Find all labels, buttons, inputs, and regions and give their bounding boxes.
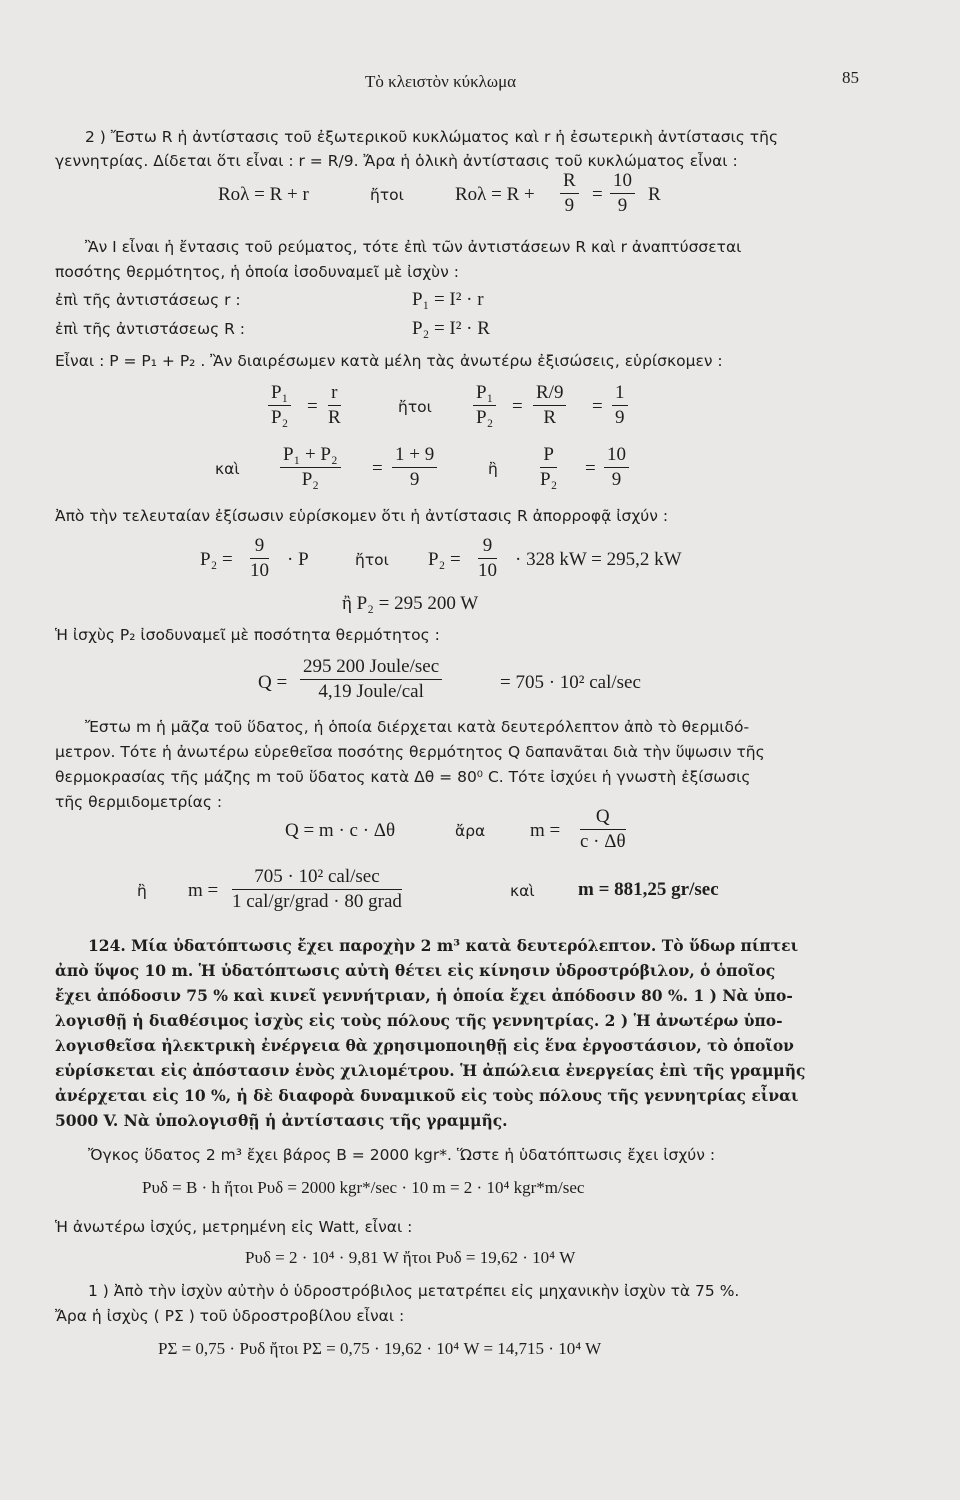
fraction: [268, 382, 291, 429]
equation-p2: P₂ = I² · R: [412, 318, 490, 339]
fraction-denominator: 9: [617, 195, 628, 216]
fraction-denominator: P₂: [540, 469, 558, 490]
paragraph-line: Ἂν I εἶναι ἡ ἔντασις τοῦ ρεύματος, τότε ἐπὶ τῶν ἀντιστάσεων R καὶ r ἀναπτύσσεται: [85, 238, 742, 256]
paragraph-line: 1 ) Ἀπὸ τὴν ἰσχὺν αὐτὴν ὁ ὑδροστρόβιλος μετατρέπει εἰς μηχανικὴν ἰσχὺν τὰ 75 %.: [88, 1282, 740, 1300]
running-title: Τὸ κλειστὸν κύκλωμα: [365, 72, 517, 91]
fraction-numerator: 10: [604, 444, 629, 468]
problem-124-line: ἔχει ἀπόδοσιν 75 % καὶ κινεῖ γεννήτριαν, ἡ ὁποία ἔχει ἀπόδοσιν 80 %. 1 ) Νὰ ὑπο-: [55, 986, 793, 1005]
paragraph-line: γεννητρίας. Δίδεται ὅτι εἶναι : r = R/9. Ἄρα ἡ ὁλικὴ ἀντίστασις τοῦ κυκλώματος εἶναι :: [55, 152, 738, 170]
equation-connector: ἄρα: [455, 822, 486, 840]
equation-connector: ἢ: [137, 882, 147, 900]
equation-water-power-watt: Pυδ = 2 · 10⁴ · 9,81 W ἤτοι Pυδ = 19,62 · 10⁴ W: [245, 1248, 576, 1267]
fraction: [478, 535, 497, 582]
fraction-numerator: Q: [580, 806, 626, 830]
problem-124-line: λογισθεῖσα ἠλεκτρικὴ ἐνέργεια θὰ χρησιμοποιηθῇ εἰς ἕνα ἐργοστάσιον, τὸ ὁποῖον: [55, 1036, 794, 1055]
fraction: [604, 444, 629, 491]
fraction-denominator: 10: [478, 560, 497, 581]
fraction-numerator: P₁ + P₂: [280, 444, 341, 468]
fraction-numerator: P₁: [473, 382, 496, 406]
problem-124-line: 124. Μία ὑδατόπτωσις ἔχει παροχὴν 2 m³ κατὰ δευτερόλεπτον. Τὸ ὕδωρ πίπτει: [88, 936, 799, 955]
paragraph-line: Ἡ ἀνωτέρω ἰσχύς, μετρημένη εἰς Watt, εἶναι :: [55, 1218, 413, 1236]
fraction-denominator: P₂: [271, 407, 289, 428]
paragraph-line: Ὄγκος ὕδατος 2 m³ ἔχει βάρος B = 2000 kgr*. Ὥστε ἡ ὑδατόπτωσις ἔχει ἰσχύν :: [88, 1146, 716, 1164]
fraction: [300, 656, 442, 703]
equation-turbine-power: PΣ = 0,75 · Pυδ ἤτοι PΣ = 0,75 · 19,62 · 10⁴ W = 14,715 · 10⁴ W: [158, 1339, 602, 1358]
equation-connector: ἤτοι: [398, 398, 432, 416]
fraction-numerator: P: [540, 444, 557, 468]
fraction-numerator: P₁: [268, 382, 291, 406]
paragraph-line: θερμοκρασίας τῆς μάζης m τοῦ ὕδατος κατὰ Δθ = 80⁰ C. Τότε ἰσχύει ἡ γνωστὴ ἐξίσωσις: [55, 768, 751, 786]
fraction-denominator: 1 cal/gr/grad · 80 grad: [232, 891, 402, 912]
fraction-denominator: 9: [564, 195, 575, 216]
fraction-numerator: 1: [612, 382, 628, 406]
problem-124-line: λογισθῇ ἡ διαθέσιμος ἰσχὺς εἰς τοὺς πόλους τῆς γεννητρίας. 2 ) Ἡ ἀνωτέρω ὑπο-: [55, 1011, 783, 1030]
fraction: [473, 382, 496, 429]
fraction-numerator: R/9: [533, 382, 566, 406]
equals-sign: =: [512, 396, 523, 417]
fraction-denominator: c · Δθ: [580, 831, 626, 852]
problem-124-line: εὑρίσκεται εἰς ἀπόστασιν ἑνὸς χιλιομέτρου. Ἡ ἀπώλεια ἐνεργείας ἐπὶ τῆς γραμμῆς: [55, 1061, 806, 1080]
fraction-denominator: 9: [615, 407, 625, 428]
equation-connector: ἤτοι: [355, 551, 389, 569]
fraction-denominator: P₂: [301, 469, 319, 490]
equation-total-resistance: Rολ = R + r: [218, 184, 309, 205]
fraction-denominator: 4,19 Joule/cal: [318, 681, 424, 702]
fraction-numerator: r: [328, 382, 341, 406]
equation-lhs: P₂ =: [200, 549, 233, 570]
paragraph-line: 2 ) Ἔστω R ἡ ἀντίστασις τοῦ ἐξωτερικοῦ κυκλώματος καὶ r ἡ ἐσωτερικὴ ἀντίστασις τῆς: [85, 128, 779, 146]
page-number: 85: [842, 68, 859, 87]
result-mass: m = 881,25 gr/sec: [578, 879, 719, 900]
paragraph-line: μετρον. Τότε ἡ ἀνωτέρω εὑρεθεῖσα ποσότης θερμότητος Q δαπανᾶται διὰ τὴν ὕψωσιν τῆς: [55, 743, 765, 761]
fraction-numerator: 10: [610, 170, 635, 194]
equation-lhs: m =: [188, 880, 219, 901]
fraction-denominator: P₂: [476, 407, 494, 428]
equation-alt: ἢ P₂ = 295 200 W: [342, 593, 479, 614]
fraction: [232, 866, 402, 913]
equals-sign: =: [592, 184, 603, 205]
fraction: [540, 444, 557, 491]
fraction-denominator: 9: [611, 469, 622, 490]
fraction-numerator: 295 200 Joule/sec: [300, 656, 442, 680]
fraction: [560, 170, 579, 217]
fraction: [580, 806, 626, 853]
paragraph-line: Ἔστω m ἡ μᾶζα τοῦ ὕδατος, ἡ ὁποία διέρχεται κατὰ δευτερόλεπτον ἀπὸ τὸ θερμιδό-: [85, 718, 750, 736]
equals-sign: =: [307, 396, 318, 417]
fraction: [610, 170, 635, 217]
problem-124-line: ἀπὸ ὕψος 10 m. Ἡ ὑδατόπτωσις αὐτὴ θέτει εἰς κίνησιν ὑδροστρόβιλον, ὁ ὁποῖος: [55, 961, 776, 980]
problem-124-line: 5000 V. Νὰ ὑπολογισθῇ ἡ ἀντίστασις τῆς γραμμῆς.: [55, 1111, 508, 1130]
label-resistance-r: ἐπὶ τῆς ἀντιστάσεως r :: [55, 291, 241, 309]
fraction-numerator: 9: [250, 535, 269, 559]
fraction: [392, 444, 437, 491]
paragraph-line: Ἡ ἰσχὺς P₂ ἰσοδυναμεῖ μὲ ποσότητα θερμότητος :: [55, 626, 440, 644]
equation-calorimetry: Q = m · c · Δθ: [285, 820, 396, 841]
equation-p1: P₁ = I² · r: [412, 289, 484, 310]
equation-connector: καὶ: [215, 460, 240, 478]
equation-symbol: R: [648, 184, 661, 205]
fraction-numerator: R: [560, 170, 579, 194]
paragraph-line: Ἀπὸ τὴν τελευταίαν ἐξίσωσιν εὑρίσκομεν ὅτι ἡ ἀντίστασις R ἀπορροφᾷ ἰσχύν :: [55, 507, 669, 525]
equation-connector: ἢ: [488, 460, 498, 478]
equation-expression: Rολ = R +: [455, 184, 535, 205]
fraction-numerator: 9: [478, 535, 497, 559]
problem-124-line: ἀνέρχεται εἰς 10 %, ἡ δὲ διαφορὰ δυναμικοῦ εἰς τοὺς πόλους τῆς γεννητρίας εἶναι: [55, 1086, 799, 1105]
fraction: [280, 444, 341, 491]
fraction-denominator: R: [328, 407, 341, 428]
paragraph-line: Ἄρα ἡ ἰσχὺς ( PΣ ) τοῦ ὑδροστροβίλου εἶναι :: [55, 1307, 405, 1325]
fraction: [612, 382, 628, 429]
equation-rhs: · 328 kW = 295,2 kW: [515, 549, 682, 570]
fraction: [328, 382, 341, 429]
equals-sign: =: [372, 458, 383, 479]
fraction-numerator: 1 + 9: [392, 444, 437, 468]
paragraph-line: ποσότης θερμότητος, ἡ ὁποία ἰσοδυναμεῖ μὲ ἰσχὺν :: [55, 263, 459, 281]
fraction-denominator: 10: [250, 560, 269, 581]
equals-sign: =: [585, 458, 596, 479]
equation-lhs: Q =: [258, 672, 288, 693]
fraction: [250, 535, 269, 582]
paragraph-line: τῆς θερμιδομετρίας :: [55, 793, 223, 811]
paragraph-line: Εἶναι : P = P₁ + P₂ . Ἂν διαιρέσωμεν κατὰ μέλη τὰς ἀνωτέρω ἐξισώσεις, εὑρίσκομεν :: [55, 352, 723, 370]
equation-rhs: = 705 · 10² cal/sec: [500, 672, 641, 693]
fraction: [533, 382, 566, 429]
fraction-denominator: 9: [409, 469, 420, 490]
equation-lhs: P₂ =: [428, 549, 461, 570]
label-resistance-R: ἐπὶ τῆς ἀντιστάσεως R :: [55, 320, 246, 338]
fraction-denominator: R: [543, 407, 557, 428]
equation-connector: καὶ: [510, 882, 535, 900]
fraction-numerator: 705 · 10² cal/sec: [232, 866, 402, 890]
equation-connector: ἤτοι: [370, 186, 404, 204]
equation-rhs: · P: [287, 549, 309, 570]
equation-water-power: Pυδ = B · h ἤτοι Pυδ = 2000 kgr*/sec · 10 m = 2 · 10⁴ kgr*m/sec: [142, 1178, 585, 1197]
equation-lhs: m =: [530, 820, 561, 841]
equals-sign: =: [592, 396, 603, 417]
